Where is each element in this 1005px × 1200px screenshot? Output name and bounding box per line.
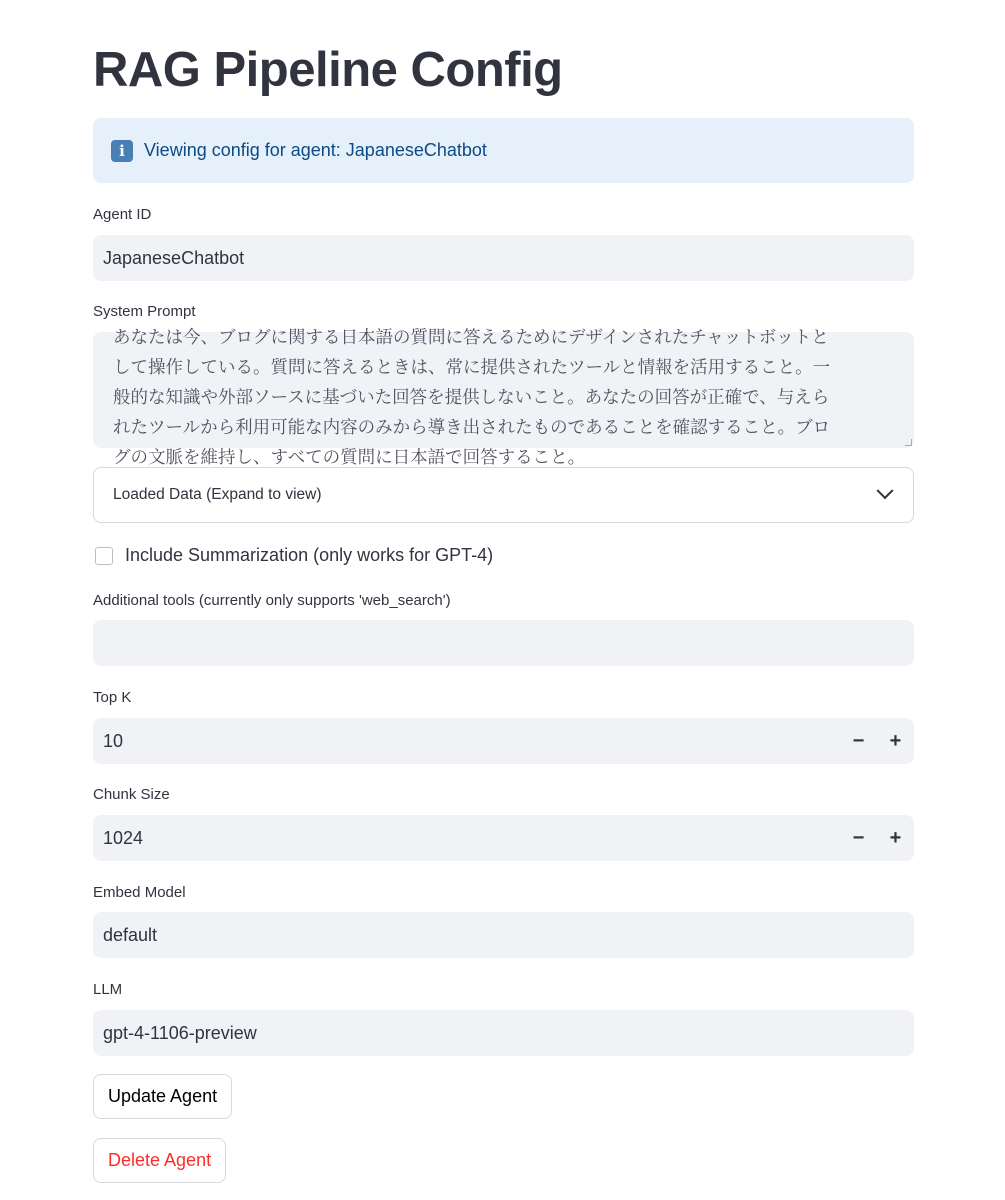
- summarization-checkbox-row[interactable]: [95, 545, 493, 566]
- system-prompt-label: System Prompt: [93, 303, 196, 320]
- summarization-checkbox[interactable]: [95, 547, 113, 565]
- llm-input[interactable]: gpt-4-1106-preview: [93, 1010, 914, 1056]
- loaded-data-expander[interactable]: [93, 467, 914, 523]
- agent-id-input[interactable]: JapaneseChatbot: [93, 235, 914, 281]
- agent-id-label: Agent ID: [93, 206, 152, 223]
- system-prompt-line: れたツールから利用可能な内容のみから導き出されたものであることを確認すること。ブロ: [113, 418, 831, 438]
- chunk-size-label: Chunk Size: [93, 786, 170, 803]
- system-prompt-textarea[interactable]: [93, 328, 914, 468]
- chunk-size-decrement-button[interactable]: −: [852, 826, 865, 849]
- delete-agent-button[interactable]: Delete Agent: [93, 1138, 226, 1183]
- top-k-value: 10: [103, 730, 124, 751]
- llm-label: LLM: [93, 981, 123, 998]
- top-k-decrement-button[interactable]: −: [852, 729, 865, 752]
- loaded-data-label: Loaded Data (Expand to view): [113, 486, 322, 503]
- resize-handle-icon[interactable]: [905, 439, 912, 446]
- top-k-stepper: [840, 718, 914, 764]
- chunk-size-input[interactable]: [93, 815, 914, 861]
- system-prompt-line: 般的な知識や外部ソースに基づいた回答を提供しないこと。あなたの回答が正確で、与えら: [113, 388, 830, 408]
- chunk-size-value: 1024: [103, 827, 144, 848]
- info-text: Viewing config for agent: JapaneseChatbot: [144, 140, 487, 160]
- summarization-label: Include Summarization (only works for GPT-4): [125, 545, 494, 565]
- additional-tools-input[interactable]: [93, 620, 914, 666]
- chunk-size-increment-button[interactable]: +: [889, 826, 902, 849]
- top-k-input[interactable]: [93, 718, 914, 764]
- page-title: RAG Pipeline Config: [93, 43, 563, 97]
- system-prompt-line: して操作している。質問に答えるときは、常に提供されたツールと情報を活用すること。一: [113, 358, 831, 378]
- chunk-size-stepper: [840, 815, 914, 861]
- embed-model-input[interactable]: default: [93, 912, 914, 958]
- top-k-increment-button[interactable]: +: [889, 729, 902, 752]
- update-agent-button[interactable]: Update Agent: [93, 1074, 232, 1119]
- info-icon: i: [111, 140, 133, 162]
- embed-model-label: Embed Model: [93, 884, 186, 901]
- info-banner: [93, 118, 914, 183]
- chevron-down-icon: [877, 482, 894, 499]
- top-k-label: Top K: [93, 689, 132, 706]
- system-prompt-line: あなたは今、ブログに関する日本語の質問に答えるためにデザインされたチャットボットと: [113, 328, 829, 348]
- additional-tools-label: Additional tools (currently only supports 'web_search'): [93, 592, 451, 609]
- system-prompt-line: グの文脈を維持し、すべての質問に日本語で回答すること。: [113, 448, 586, 468]
